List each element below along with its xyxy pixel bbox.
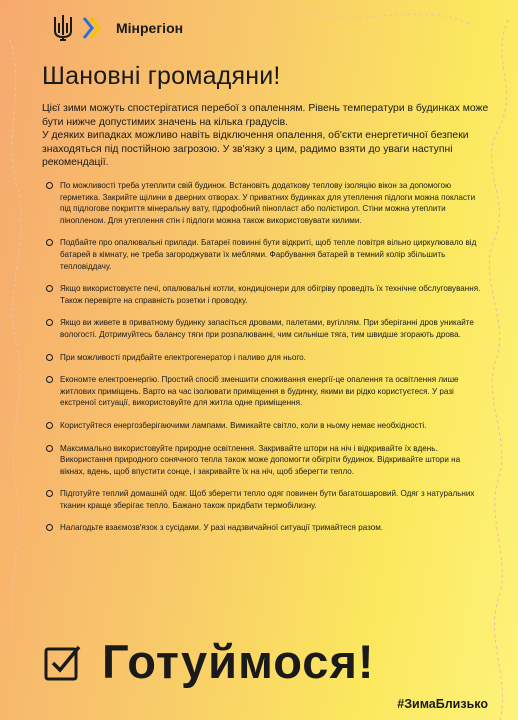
bullet-circle-icon bbox=[46, 354, 53, 361]
bullet-circle-icon bbox=[46, 319, 53, 326]
bullet-circle-icon bbox=[46, 285, 53, 292]
header bbox=[50, 12, 183, 44]
bullet-circle-icon bbox=[46, 445, 53, 452]
checked-box-icon bbox=[44, 643, 82, 681]
recommendations-list bbox=[46, 180, 486, 545]
list-item-text: Налагодьте взаємозв'язок з сусідами. У разі надзвичайної ситуації тримайтеся разом. bbox=[60, 523, 384, 533]
list-item-text: Якщо використовуєте печі, опалювальні котли, кондиціонери для обігріву проведіть їх технічне обслуговування. Також перевірте на справність розетки і проводку. bbox=[60, 284, 481, 305]
list-item-text: Максимально використовуйте природне освітлення. Закривайте штори на ніч і відкривайте їх вдень. Використання природного сонячного тепла також може допомогти обігріти будинок. Відкривайте штори на вікнах, вдень, щоб впустити сонце, і закривайте їх на ніч, щоб зберегти тепло. bbox=[60, 443, 461, 476]
list-item bbox=[46, 374, 486, 409]
list-item bbox=[46, 443, 486, 478]
list-item bbox=[46, 283, 486, 306]
list-item-text: Економте електроенергію. Простий спосіб зменшити споживання енергії-це опалення та освітлення лише житлових приміщень. Варто на час ізолювати приміщення в будинку, якими ви рідко користуєтеся. У разі екстреної ситуації, використовуйте для житла одне приміщення. bbox=[60, 375, 459, 408]
list-item bbox=[46, 180, 486, 226]
intro-paragraph: Цієї зими можуть спостерігатися перебої з опаленням. Рівень температури в будинках може бути нижче допустимих значень на кілька градусів. bbox=[42, 103, 489, 128]
list-item-text: При можливості придбайте електрогенератор і паливо для нього. bbox=[60, 352, 306, 362]
page-title: Шановні громадяни! bbox=[42, 62, 281, 90]
list-item-text: Підготуйте теплий домашній одяг. Щоб зберегти тепло одяг повинен бути багатошаровий. Одяг з натуральних тканин краще зберігає тепло. Бажано також придбати термобілизну. bbox=[60, 489, 475, 510]
slogan: Готуймося! bbox=[102, 635, 375, 688]
list-item bbox=[46, 317, 486, 340]
intro-text bbox=[42, 102, 492, 170]
double-chevron-icon bbox=[82, 15, 102, 41]
hashtag: #ЗимаБлизько bbox=[397, 697, 488, 711]
list-item-text: Якщо ви живете в приватному будинку запасіться дровами, палетами, вугіллям. При зберіганні дров уникайте вологості. Дотримуйтесь балансу тяги при розпалюванні, чим сильніше тяга, тим швидше згорають дрова. bbox=[60, 318, 474, 339]
brand-name: Мінрегіон bbox=[116, 20, 184, 36]
footer-slogan-row bbox=[44, 636, 484, 688]
list-item bbox=[46, 522, 486, 534]
bullet-circle-icon bbox=[46, 490, 53, 497]
bullet-circle-icon bbox=[46, 422, 53, 429]
list-item-text: Подбайте про опалювальні прилади. Батареї повинні бути відкриті, щоб тепле повітря вільно циркулювало від батарей в кімнату, не треба загороджувати їх меблями. Фарбування батарей в темний колір збільшить тепловіддачу. bbox=[60, 238, 477, 271]
list-item bbox=[46, 352, 486, 364]
bullet-circle-icon bbox=[46, 239, 53, 246]
list-item bbox=[46, 237, 486, 272]
bullet-circle-icon bbox=[46, 376, 53, 383]
list-item-text: По можливості треба утеплити свій будинок. Встановіть додаткову теплову ізоляцію вікон за допомогою герметика. Закрийте щілини в дверних отворах. У приватних будинках для утеплення підлоги можна покласти під підлогове покриття мінеральну вату, гідрофобний пінопласт або полістирол. Стіни можна утеплити пінопленом. Для утеплення стін і підлоги можна також використовувати килими. bbox=[60, 181, 476, 225]
trident-emblem-icon bbox=[50, 13, 76, 43]
intro-paragraph: У деяких випадках можливо навіть відключення опалення, об'єкти енергетичної безпеки знаходяться під постійною загрозою. У зв'язку з цим, радимо взяти до уваги наступні рекомендації. bbox=[42, 130, 469, 169]
list-item bbox=[46, 420, 486, 432]
list-item-text: Користуйтеся енергозберігаючими лампами. Вимикайте світло, коли в ньому немає необхідності. bbox=[60, 420, 427, 430]
list-item bbox=[46, 488, 486, 511]
bullet-circle-icon bbox=[46, 182, 53, 189]
bullet-circle-icon bbox=[46, 524, 53, 531]
